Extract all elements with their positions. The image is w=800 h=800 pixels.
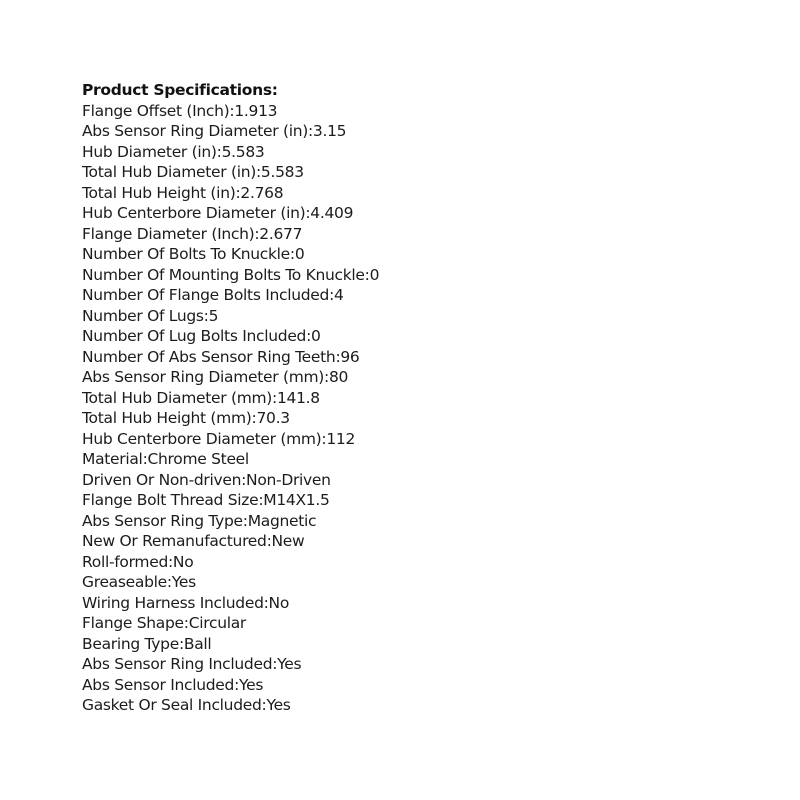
spec-row (82, 203, 722, 224)
spec-label: Material: (82, 450, 148, 468)
spec-value: Yes (277, 655, 302, 673)
spec-row (82, 142, 722, 163)
spec-row (82, 162, 722, 183)
spec-label: Total Hub Height (mm): (82, 409, 257, 427)
spec-label: Greaseable: (82, 573, 172, 591)
spec-value: Yes (266, 696, 291, 714)
spec-value: 5.583 (221, 142, 265, 161)
spec-row (82, 572, 722, 593)
spec-row (82, 121, 722, 142)
spec-row (82, 244, 722, 265)
spec-label: Abs Sensor Ring Included: (82, 655, 278, 673)
spec-value: 2.768 (240, 183, 284, 202)
spec-value: New (271, 532, 305, 550)
spec-value: 2.677 (259, 224, 303, 243)
spec-label: New Or Remanufactured: (82, 532, 272, 550)
spec-label: Hub Diameter (in): (82, 142, 222, 161)
spec-label: Driven Or Non-driven: (82, 470, 247, 489)
spec-label: Wiring Harness Included: (82, 593, 269, 612)
spec-row (82, 449, 722, 470)
spec-value: 4 (334, 286, 344, 304)
spec-value: 4.409 (310, 204, 354, 222)
spec-value: Magnetic (247, 511, 317, 530)
spec-value: 0 (311, 327, 321, 345)
spec-value: 96 (340, 347, 360, 366)
spec-value: No (268, 593, 290, 612)
spec-row (82, 285, 722, 306)
spec-row (82, 388, 722, 409)
spec-value: Ball (183, 634, 212, 653)
spec-row (82, 367, 722, 388)
spec-value: 3.15 (312, 122, 347, 140)
spec-value: 5 (208, 306, 219, 325)
spec-list (82, 101, 722, 716)
spec-value: No (172, 552, 194, 571)
spec-row (82, 531, 722, 552)
spec-label: Number Of Mounting Bolts To Knuckle: (82, 265, 370, 284)
spec-value: 70.3 (256, 409, 290, 427)
spec-value: 0 (294, 245, 305, 263)
spec-label: Number Of Flange Bolts Included: (82, 286, 335, 304)
spec-row (82, 593, 722, 614)
spec-label: Hub Centerbore Diameter (mm): (82, 429, 327, 448)
spec-label: Flange Bolt Thread Size: (82, 491, 264, 509)
product-specifications-title: Product Specifications: (82, 81, 278, 99)
spec-label: Gasket Or Seal Included: (82, 696, 267, 714)
spec-row (82, 347, 722, 368)
spec-row (82, 224, 722, 245)
spec-row (82, 183, 722, 204)
spec-value: 1.913 (234, 101, 278, 120)
spec-label: Total Hub Diameter (mm): (82, 388, 277, 407)
spec-row (82, 634, 722, 655)
spec-value: M14X1.5 (263, 491, 330, 509)
spec-label: Flange Shape: (82, 614, 189, 632)
spec-row (82, 511, 722, 532)
product-specifications-section (82, 80, 722, 716)
spec-label: Abs Sensor Ring Diameter (mm): (82, 368, 329, 386)
spec-label: Bearing Type: (82, 634, 184, 653)
spec-label: Number Of Bolts To Knuckle: (82, 245, 295, 263)
spec-value: Yes (171, 573, 196, 591)
spec-value: 141.8 (276, 388, 320, 407)
spec-label: Roll-formed: (82, 552, 173, 571)
spec-label: Total Hub Diameter (in): (82, 163, 261, 181)
spec-row (82, 470, 722, 491)
spec-value: 80 (328, 368, 349, 386)
spec-row (82, 695, 722, 716)
spec-row (82, 101, 722, 122)
spec-label: Number Of Lugs: (82, 306, 209, 325)
spec-label: Flange Offset (Inch): (82, 101, 235, 120)
spec-value: Circular (188, 614, 247, 632)
spec-label: Abs Sensor Included: (82, 675, 239, 694)
spec-value: Non-Driven (246, 470, 331, 489)
spec-row (82, 408, 722, 429)
spec-row (82, 265, 722, 286)
spec-label: Hub Centerbore Diameter (in): (82, 204, 311, 222)
spec-value: 112 (326, 429, 356, 448)
spec-label: Abs Sensor Ring Type: (82, 511, 248, 530)
spec-row (82, 326, 722, 347)
spec-row (82, 654, 722, 675)
spec-value: Chrome Steel (147, 450, 249, 468)
spec-value: Yes (239, 675, 264, 694)
spec-label: Flange Diameter (Inch): (82, 224, 260, 243)
spec-value: 0 (369, 265, 380, 284)
spec-row (82, 613, 722, 634)
spec-label: Abs Sensor Ring Diameter (in): (82, 122, 313, 140)
spec-label: Total Hub Height (in): (82, 183, 241, 202)
spec-row (82, 675, 722, 696)
spec-row (82, 429, 722, 450)
spec-label: Number Of Lug Bolts Included: (82, 327, 312, 345)
spec-row (82, 306, 722, 327)
spec-value: 5.583 (260, 163, 304, 181)
spec-row (82, 552, 722, 573)
spec-row (82, 490, 722, 511)
spec-label: Number Of Abs Sensor Ring Teeth: (82, 347, 341, 366)
